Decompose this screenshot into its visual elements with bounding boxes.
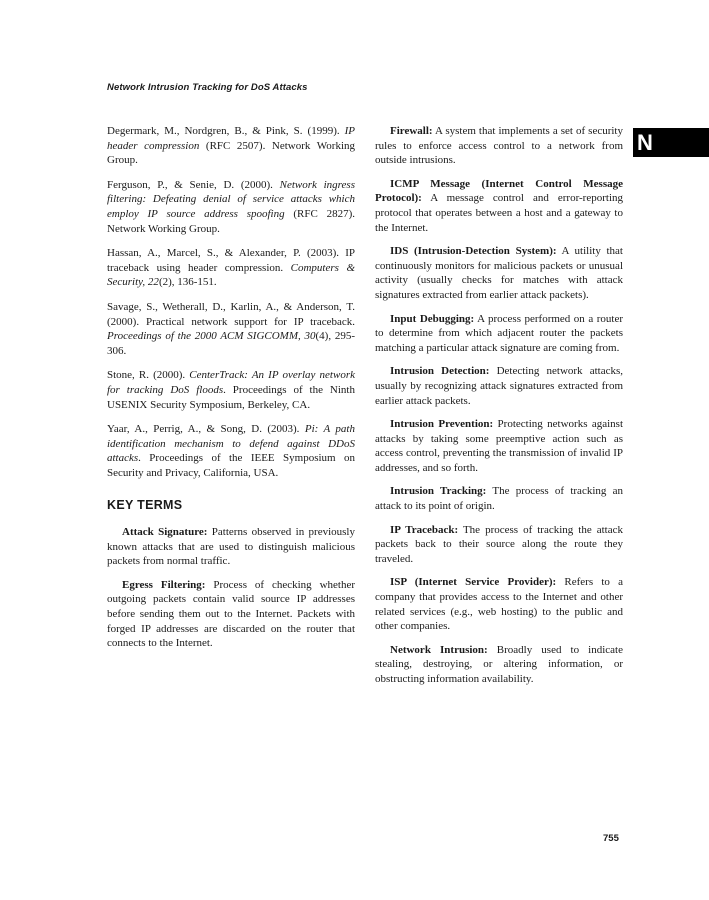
term-name: ICMP Message (Internet Control Message Protocol):	[375, 177, 623, 205]
key-term-entry	[375, 643, 623, 687]
left-column	[107, 124, 355, 660]
term-definition: A message control and error-reporting protocol that operates between a host and a gateway to the Internet.	[375, 192, 623, 234]
key-term-entry	[375, 124, 623, 168]
term-definition: Refers to a company that provides access to the Internet and other related services (e.g., web hosting) to the public and other companies.	[375, 576, 623, 633]
reference-entry: Degermark, M., Nordgren, B., & Pink, S. (1999). IP header compression (RFC 2507). Network Working Group.	[107, 125, 355, 167]
reference-entry: Yaar, A., Perrig, A., & Song, D. (2003). Pi: A path identification mechanism to defend against DDoS attacks. Proceedings of the IEEE Symposium on Security and Privacy, California, USA.	[107, 423, 355, 479]
term-name: ISP (Internet Service Provider):	[390, 576, 557, 589]
key-term-entry	[107, 578, 355, 651]
key-term-entry	[375, 364, 623, 408]
term-name: Intrusion Tracking:	[390, 485, 487, 498]
term-definition: A utility that continuously monitors for malicious packets or unusual activity (usually checks for matches with attack signatures extracted from earlier attack packets).	[375, 245, 623, 301]
term-name: IP Traceback:	[390, 523, 459, 536]
key-term-entry	[375, 523, 623, 567]
key-term-entry	[375, 484, 623, 513]
term-name: Intrusion Detection:	[390, 365, 490, 378]
term-name: Input Debugging:	[390, 312, 475, 325]
term-definition: Detecting network attacks, usually by recognizing attack signatures extracted from earlier attack packets.	[375, 365, 623, 407]
page-number: 755	[603, 833, 619, 844]
key-term-entry	[375, 244, 623, 302]
reference-entry: Hassan, A., Marcel, S., & Alexander, P. (2003). IP traceback using header compression. Computers & Security, 22(2), 136-151.	[107, 247, 355, 289]
term-definition: The process of tracking the attack packets back to their source along the route they traveled.	[375, 523, 623, 565]
key-term-entry	[375, 417, 623, 475]
key-term-entry	[375, 177, 623, 235]
term-name: Attack Signature:	[122, 526, 208, 539]
reference-entry: Stone, R. (2000). CenterTrack: An IP overlay network for tracking DoS floods. Proceedings of the Ninth USENIX Security Symposium, Berkeley, CA.	[107, 369, 355, 411]
term-definition: A system that implements a set of security rules to enforce access control to a network from outside intrusions.	[375, 125, 623, 167]
thumb-index-letter: N	[637, 130, 653, 155]
term-definition: Process of checking whether outgoing packets contain valid source IP addresses before sending them out to the Internet. Packets with forged IP addresses are discarded on the router that connects to the Internet.	[107, 578, 355, 650]
term-name: Egress Filtering:	[122, 578, 206, 591]
term-definition: Broadly used to indicate stealing, destroying, or altering information, or obstructing information availability.	[375, 643, 623, 685]
term-definition: Patterns observed in previously known attacks that are used to distinguish malicious packets from normal traffic.	[107, 526, 355, 568]
reference-entry: Savage, S., Wetherall, D., Karlin, A., & Anderson, T. (2000). Practical network support for IP traceback. Proceedings of the 2000 ACM SIGCOMM, 30(4), 295-306.	[107, 300, 355, 357]
term-name: Firewall:	[390, 125, 433, 137]
thumb-index-tab	[633, 128, 709, 157]
reference-entry: Ferguson, P., & Senie, D. (2000). Network ingress filtering: Defeating denial of service attacks which employ IP source address spoofing (RFC 2827). Network Working Group.	[107, 178, 355, 235]
key-term-entry	[375, 312, 623, 356]
term-definition: Protecting networks against attacks by taking some preemptive action such as access control, preventing the transmission of invalid IP addresses, and so forth.	[375, 418, 623, 474]
key-terms-heading: KEY TERMS	[107, 498, 183, 513]
key-term-entry	[107, 525, 355, 569]
term-name: Intrusion Prevention:	[390, 418, 494, 431]
term-name: Network Intrusion:	[390, 643, 488, 656]
key-term-entry	[375, 575, 623, 633]
term-definition: The process of tracking an attack to its point of origin.	[375, 485, 624, 513]
term-definition: A process performed on a router to determine from which adjacent router the packets matching a particular attack signature are coming from.	[375, 312, 623, 354]
term-name: IDS (Intrusion-Detection System):	[390, 245, 557, 258]
running-head: Network Intrusion Tracking for DoS Attacks	[107, 82, 308, 93]
right-column	[375, 124, 623, 696]
